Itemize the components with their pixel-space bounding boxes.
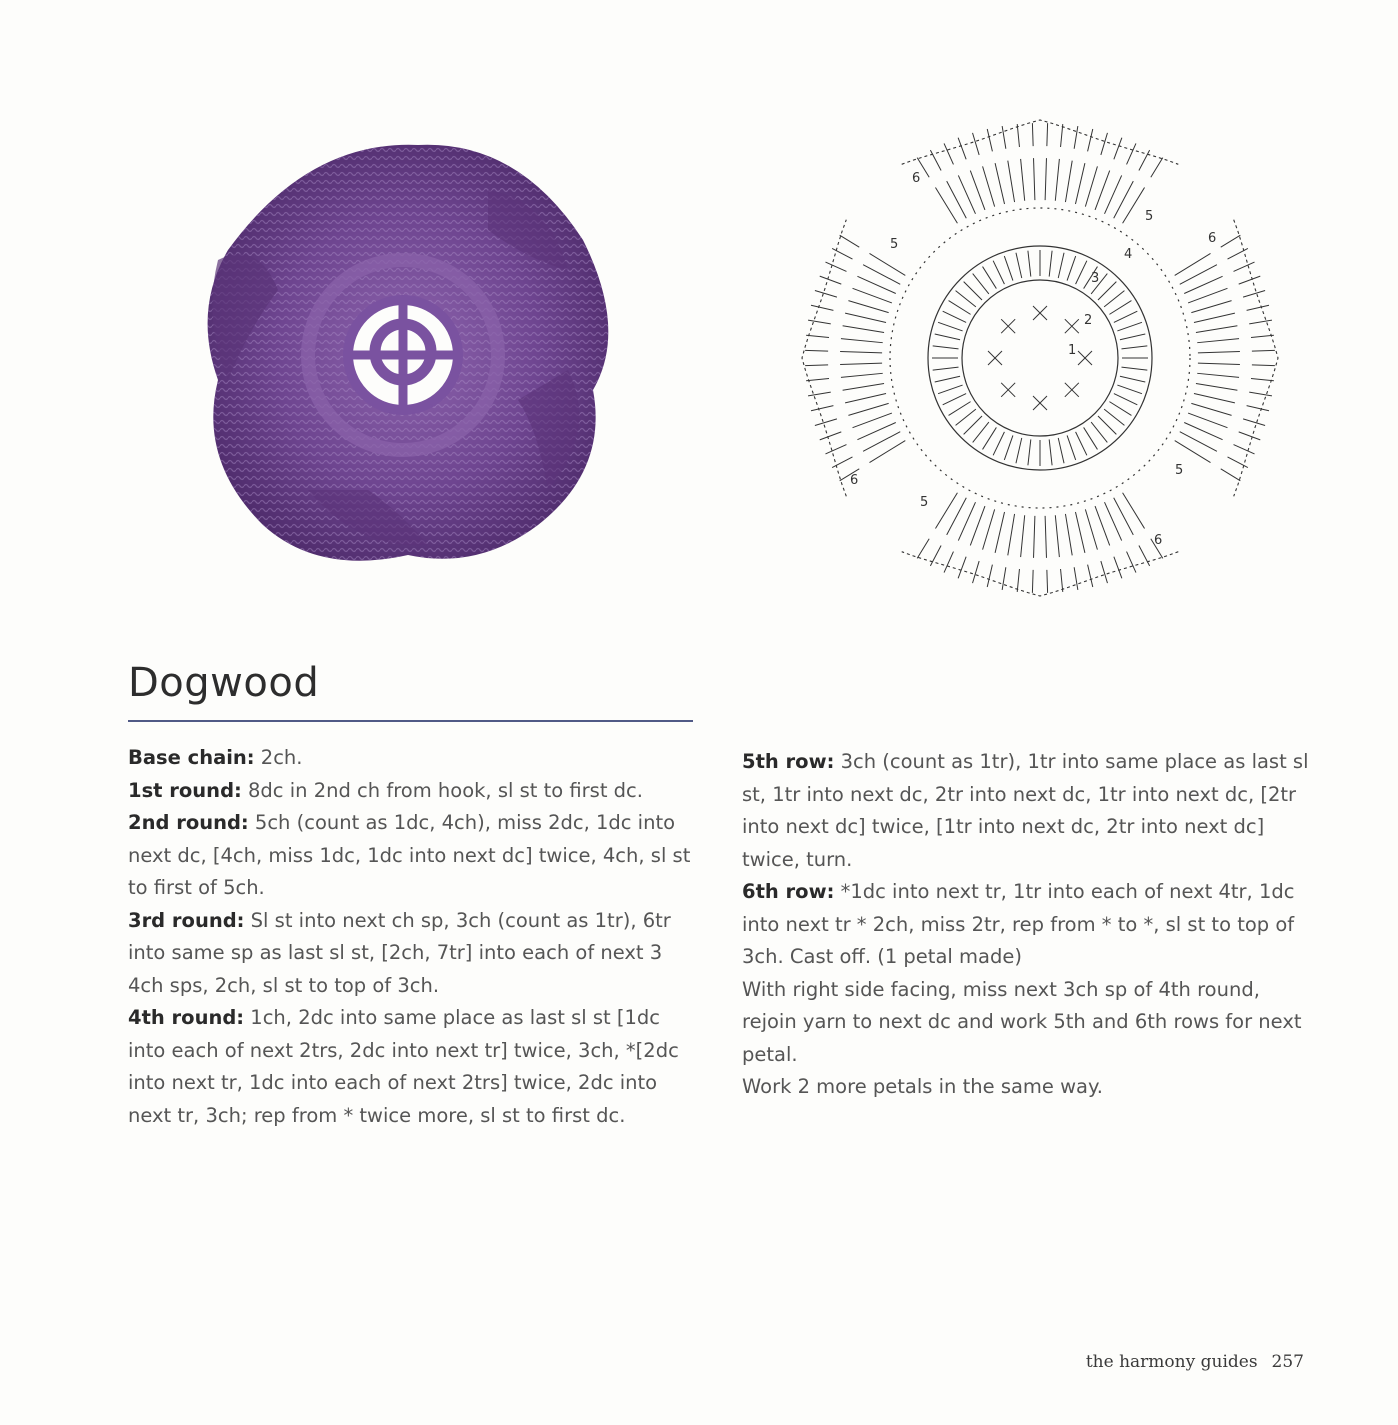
chart-petal-tr (1085, 166, 1097, 206)
instruction-label: 3rd round: (128, 908, 245, 932)
chart-tr-mark (993, 261, 1004, 284)
chart-tr-mark (1049, 251, 1052, 277)
chart-petal-tr (983, 166, 995, 206)
chart-tr-mark (1121, 367, 1147, 370)
chart-tr-mark (1016, 438, 1022, 463)
chart-number-1: 1 (1068, 343, 1077, 358)
chart-petal-tr (1252, 365, 1275, 366)
chart-petal-tr (841, 339, 883, 343)
chart-tr-mark (938, 385, 963, 394)
chart-petal-tr (1188, 288, 1227, 303)
chart-petal-tr (1251, 335, 1274, 337)
chart-petal-tr (987, 129, 992, 151)
chart-tr-mark (1117, 322, 1142, 331)
chart-petal-tr (1123, 187, 1145, 223)
chart-tr-mark (1058, 438, 1064, 463)
chart-petal-tr (1095, 506, 1110, 545)
chart-petal-tr (806, 379, 829, 381)
chart-petal-tr (1074, 126, 1078, 149)
chart-petal-tr (1008, 514, 1015, 555)
chart-petal-tr (1002, 126, 1006, 149)
instruction-label: Base chain: (128, 746, 255, 769)
chart-petal-tr (1047, 570, 1048, 593)
chart-petal-tr (1175, 253, 1211, 275)
chart-petal-tr (1188, 413, 1227, 428)
chart-tr-mark (983, 267, 997, 289)
chart-petal-tr (1221, 469, 1241, 481)
chart-petal-tr (935, 493, 957, 529)
chart-petal-tr (843, 326, 884, 333)
chart-petal-tr (970, 506, 985, 545)
chart-tr-mark (1114, 311, 1137, 322)
instruction-paragraph (128, 1002, 703, 1132)
chart-petal-tr (869, 253, 905, 275)
chart-number-4: 4 (1124, 247, 1133, 262)
chart-petal-tr (1075, 512, 1084, 553)
chart-petal-tr (1249, 320, 1272, 324)
chart-tr-mark (1120, 334, 1145, 340)
chart-petal-tr (930, 150, 941, 170)
chart-petal-tr (1127, 552, 1136, 573)
instruction-text: With right side facing, miss next 3ch sp of 4th round, rejoin yarn to next dc and work 5th and 6th rows for next petal. (742, 977, 1302, 1066)
chart-tr-mark (1076, 261, 1087, 284)
chart-petal-tr (1198, 363, 1240, 364)
chart-petal-tr (958, 138, 966, 160)
chart-petal-tr (841, 373, 883, 377)
chart-petal-outline (1234, 220, 1278, 497)
chart-petal-tr (1196, 326, 1237, 333)
chart-petal-tr (958, 557, 966, 579)
chart-petal-tr (1017, 569, 1019, 592)
chart-petal-tr (973, 561, 980, 583)
chart-petal-tr (815, 291, 837, 298)
page-footer (1086, 1352, 1304, 1372)
instruction-label: 5th row: (742, 750, 835, 773)
chart-petal-tr (1228, 248, 1248, 259)
chart-petal-tr (1252, 350, 1275, 351)
chart-petal-tr (1017, 124, 1019, 147)
chart-petal-outline (802, 220, 846, 497)
instruction-text: 3ch (count as 1tr), 1tr into same place as last sl st, 1tr into next dc, 2tr into next dc, 1tr into next dc, [2tr into next dc] twice, [1tr into next dc, 2tr into next dc] twice, turn. (742, 750, 1309, 871)
chart-tr-mark (1117, 385, 1142, 394)
chart-tr-mark (956, 291, 976, 307)
chart-petal-tr (1197, 339, 1239, 343)
chart-tr-mark (1004, 256, 1013, 281)
instruction-paragraph (742, 1071, 1317, 1104)
chart-petal-tr (944, 552, 953, 573)
chart-petal-tr (1191, 301, 1231, 313)
chart-tr-mark (1028, 251, 1031, 277)
chart-number-5-a: 5 (1145, 209, 1154, 224)
chart-petal-tr (1247, 305, 1269, 310)
crochet-chart (790, 108, 1290, 608)
chart-petal-tr (840, 235, 860, 247)
chart-petal-tr (1234, 445, 1255, 454)
chart-number-5-b: 5 (890, 237, 899, 252)
instruction-label: 1st round: (128, 778, 242, 802)
chart-number-6-a: 6 (912, 171, 921, 186)
chart-tr-mark (1084, 427, 1098, 449)
chart-petal-tr (1085, 509, 1097, 549)
chart-petal-tr (1061, 569, 1063, 592)
chart-tr-mark (956, 409, 976, 425)
chart-tr-mark (964, 282, 982, 300)
chart-number-5-c: 5 (1175, 463, 1184, 478)
chart-petal-tr (1101, 133, 1108, 155)
chart-petal-tr (1243, 419, 1265, 426)
chart-petal-tr (815, 419, 837, 426)
chart-petal-outline (902, 552, 1179, 596)
chart-petal-tr (995, 163, 1004, 204)
chart-petal-tr (1055, 159, 1059, 201)
chart-number-6-d: 6 (1154, 533, 1163, 548)
chart-number-6-c: 6 (850, 473, 859, 488)
page-number: 257 (1271, 1352, 1304, 1372)
chart-petal-tr (820, 432, 842, 440)
chart-petal-tr (1127, 143, 1136, 164)
pattern-title: Dogwood (128, 660, 320, 706)
chart-petal-tr (970, 171, 985, 210)
chart-petal-tr (1114, 557, 1122, 579)
chart-tr-mark (1109, 402, 1131, 416)
chart-petal-tr (843, 383, 884, 390)
flower-photo (188, 130, 628, 580)
chart-tr-mark (1109, 301, 1131, 315)
instruction-text: Work 2 more petals in the same way. (742, 1075, 1103, 1098)
instruction-label: 4th round: (128, 1006, 245, 1029)
chart-number-2: 2 (1084, 313, 1093, 328)
chart-petal-tr (805, 350, 828, 351)
chart-petal-tr (1032, 123, 1033, 146)
chart-petal-tr (840, 363, 882, 364)
instruction-label: 6th row: (742, 880, 835, 903)
chart-tr-mark (1058, 253, 1064, 278)
instructions-left-column (128, 742, 703, 1132)
chart-tr-mark (964, 416, 982, 434)
chart-petal-tr (1239, 432, 1261, 440)
instruction-paragraph (742, 974, 1317, 1072)
instruction-paragraph (128, 775, 703, 808)
chart-petal-tr (1234, 262, 1255, 271)
chart-petal-tr (1251, 379, 1274, 381)
chart-petal-tr (1065, 514, 1072, 555)
chart-petal-tr (987, 565, 992, 587)
instruction-paragraph (128, 807, 703, 905)
instruction-text: 2ch. (254, 746, 303, 769)
chart-tr-mark (1016, 253, 1022, 278)
chart-petal-tr (1249, 392, 1272, 396)
chart-tr-mark (1114, 394, 1137, 405)
chart-tr-mark (1104, 409, 1124, 425)
chart-petal-tr (935, 187, 957, 223)
chart-petal-tr (1101, 561, 1108, 583)
chart-petal-tr (808, 392, 831, 396)
chart-row-numbers (850, 171, 1216, 548)
instructions-right-column (742, 746, 1317, 1104)
chart-tr-mark (943, 311, 966, 322)
chart-petal-tr (853, 288, 892, 303)
chart-petal-tr (1194, 313, 1235, 322)
chart-petal-tr (1221, 235, 1241, 247)
chart-petal-tr (1198, 352, 1240, 353)
chart-petal-tr (869, 441, 905, 463)
chart-petal-tr (944, 143, 953, 164)
instruction-text: 5ch (count as 1dc, 4ch), miss 2dc, 1dc into next dc, [4ch, miss 1dc, 1dc into next dc] twice, 4ch, sl st to first of 5ch. (128, 811, 691, 899)
chart-petal-tr (825, 445, 846, 454)
chart-petal-tr (808, 320, 831, 324)
chart-tr-mark (943, 394, 966, 405)
instruction-paragraph (128, 742, 703, 775)
chart-petal-outline (902, 120, 1179, 164)
chart-petal-tr (853, 413, 892, 428)
chart-tr-mark (1049, 439, 1052, 465)
chart-tr-mark (1098, 282, 1116, 300)
chart-tr-mark (973, 422, 989, 442)
instruction-paragraph (742, 876, 1317, 974)
chart-petal-tr (820, 276, 842, 284)
chart-petal-tr (811, 305, 833, 310)
chart-tr-mark (935, 376, 960, 382)
chart-petal-tr (1034, 158, 1035, 200)
title-rule (128, 720, 693, 722)
instruction-paragraph (742, 746, 1317, 876)
chart-petal-tr (1021, 515, 1025, 557)
chart-petal-tr (973, 133, 980, 155)
chart-petal-tr (1055, 515, 1059, 557)
book-name: the harmony guides (1085, 1352, 1258, 1372)
chart-petal-tr (1239, 276, 1261, 284)
chart-petal-tr (811, 406, 833, 411)
chart-petal-tr (1123, 493, 1145, 529)
chart-petal-tr (840, 352, 882, 353)
chart-petal-tr (1247, 406, 1269, 411)
chart-petal-tr (848, 403, 888, 415)
chart-tr-mark (933, 346, 959, 349)
chart-tr-mark (1091, 422, 1107, 442)
chart-tr-mark (1028, 439, 1031, 465)
chart-petal-tr (1088, 565, 1093, 587)
chart-petal-tr (1047, 123, 1048, 146)
chart-number-6-b: 6 (1208, 231, 1217, 246)
chart-petal-tr (805, 365, 828, 366)
instruction-label: 2nd round: (128, 811, 249, 834)
chart-petal-tr (1139, 546, 1150, 566)
chart-number-3: 3 (1091, 271, 1100, 286)
chart-petal-tr (995, 512, 1004, 553)
chart-petal-tr (917, 539, 929, 559)
chart-petal-tr (983, 509, 995, 549)
chart-petal-tr (1008, 161, 1015, 202)
chart-tr-mark (1004, 435, 1013, 460)
chart-petal-tr (1175, 441, 1211, 463)
instruction-text: *1dc into next tr, 1tr into each of next 4tr, 1dc into next tr * 2ch, miss 2tr, rep from * to *, sl st to top of 3ch. Cast off. (1 petal made) (742, 880, 1295, 968)
chart-petal-tr (1061, 124, 1063, 147)
chart-petal-tr (1065, 161, 1072, 202)
chart-tr-mark (933, 367, 959, 370)
chart-tr-mark (938, 322, 963, 331)
instruction-text: 1ch, 2dc into same place as last sl st [1dc into each of next 2trs, 2dc into next tr] twice, 3ch, *[2dc into next tr, 1dc into each of next 2trs] twice, 2dc into next tr, 3ch; rep from * twice more, sl st to first dc. (128, 1006, 679, 1127)
chart-petal-tr (1114, 138, 1122, 160)
chart-petal-tr (1034, 516, 1035, 558)
chart-tr-mark (1067, 435, 1076, 460)
chart-tr-mark (1098, 416, 1116, 434)
chart-petal-tr (1045, 516, 1046, 558)
instruction-paragraph (128, 905, 703, 1003)
chart-petal-tr (1194, 393, 1235, 402)
chart-tr-mark (1076, 432, 1087, 455)
chart-petal-tr (1075, 163, 1084, 204)
chart-petal-tr (806, 335, 829, 337)
chart-tr-mark (1104, 291, 1124, 307)
chart-petal-tr (825, 262, 846, 271)
chart-petal-tr (1095, 171, 1110, 210)
chart-petal-tr (1002, 567, 1006, 590)
chart-petal-tr (848, 301, 888, 313)
instruction-text: 8dc in 2nd ch from hook, sl st to first dc. (241, 778, 643, 802)
chart-tr-mark (949, 301, 971, 315)
chart-tr-mark (993, 432, 1004, 455)
chart-tr-mark (973, 274, 989, 294)
chart-tr-mark (935, 334, 960, 340)
chart-tr-mark (949, 402, 971, 416)
chart-petal-tr (1191, 403, 1231, 415)
chart-petal-tr (1197, 373, 1239, 377)
chart-petal-tr (1243, 291, 1265, 298)
instruction-text: Sl st into next ch sp, 3ch (count as 1tr), 6tr into same sp as last sl st, [2ch, 7tr] into each of next 3 4ch sps, 2ch, sl st to top of 3ch. (128, 908, 671, 997)
chart-number-5-d: 5 (920, 495, 929, 510)
chart-tr-mark (983, 427, 997, 449)
chart-petal-tr (1045, 158, 1046, 200)
chart-petal-tr (1151, 158, 1163, 178)
chart-petal-tr (1032, 570, 1033, 593)
chart-petal-tr (832, 457, 852, 468)
chart-tr-mark (1067, 256, 1076, 281)
chart-petal-tr (1074, 567, 1078, 590)
chart-tr-mark (1120, 376, 1145, 382)
chart-petal-tr (845, 393, 886, 402)
chart-petal-tr (845, 313, 886, 322)
chart-tr-mark (1121, 346, 1147, 349)
chart-petal-tr (1021, 159, 1025, 201)
chart-petal-tr (1196, 383, 1237, 390)
chart-petal-tr (1088, 129, 1093, 151)
